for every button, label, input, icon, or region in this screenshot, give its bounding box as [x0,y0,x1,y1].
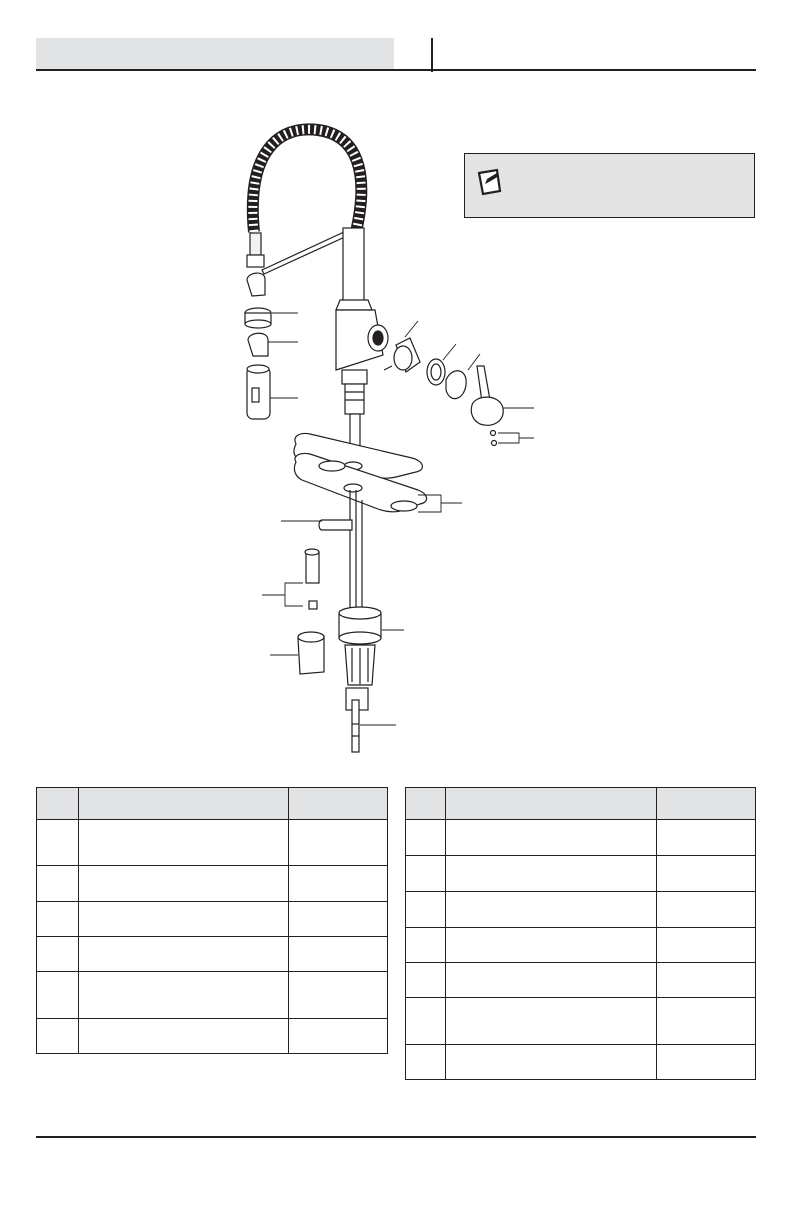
col-quantity [657,788,756,820]
table-header-row [37,788,388,820]
table-row [406,928,756,963]
col-part [406,788,446,820]
clip-2 [248,333,268,356]
parts-table-left [36,787,388,1054]
note-box [464,153,755,218]
table-row [37,820,388,866]
check-valve [306,552,319,583]
handle-base [471,397,503,425]
table-row [37,866,388,902]
table-row [406,1045,756,1080]
col-part [37,788,79,820]
table-row [406,892,756,928]
table-row [37,1019,388,1054]
set-screw-2 [492,441,497,446]
set-screw-1 [491,431,496,436]
col-description [79,788,289,820]
hose-end [250,233,261,255]
note-icon [475,167,505,197]
table-header-row [406,788,756,820]
clip-top [247,273,265,296]
table-row [37,902,388,937]
table-row [37,972,388,1019]
washer [309,601,317,609]
table-row [406,963,756,998]
table-row [406,856,756,892]
table-row [37,937,388,972]
col-quantity [289,788,388,820]
holder-arm [262,232,347,274]
table-row [406,820,756,856]
col-description [446,788,657,820]
hose-weight [319,520,352,530]
table-row [406,998,756,1045]
spring-coil [253,129,361,232]
connector-rod [352,700,359,752]
hose-connector [247,255,264,267]
footer-rule [36,1136,756,1138]
spout-column [343,228,364,302]
parts-table-right [405,787,756,1080]
dome-cap [446,371,466,399]
